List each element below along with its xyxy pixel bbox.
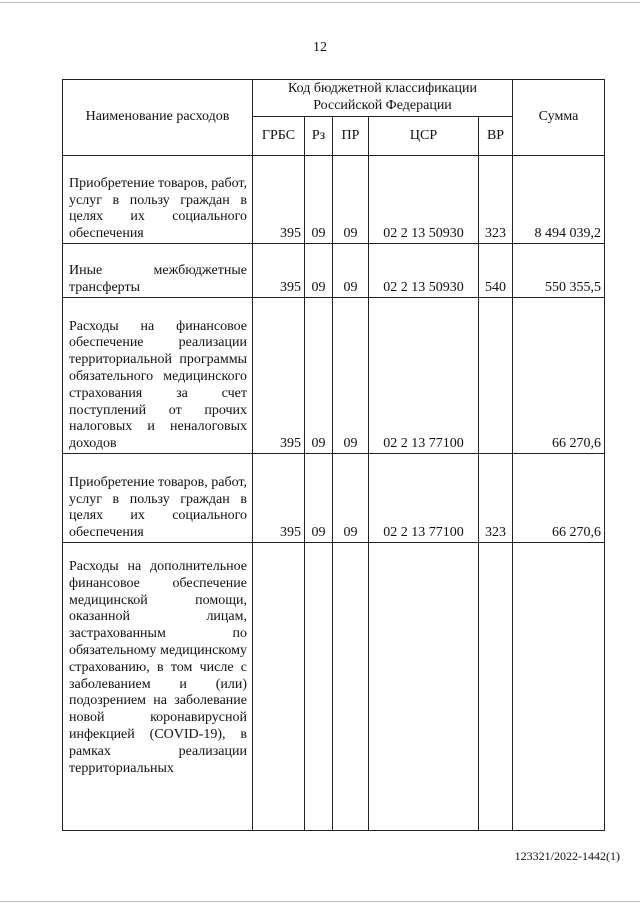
header-kbk: Код бюджетной классификации Российской Федерации <box>253 80 513 117</box>
sum-cell <box>513 543 605 831</box>
vr-cell: 323 <box>479 454 513 543</box>
table-row <box>63 454 605 543</box>
vr-cell <box>479 543 513 831</box>
pr-cell: 09 <box>333 298 369 454</box>
rz-cell <box>305 543 333 831</box>
csr-cell: 02 2 13 50930 <box>369 156 479 244</box>
rz-cell: 09 <box>305 298 333 454</box>
vr-cell <box>479 298 513 454</box>
grbs-cell: 395 <box>253 244 305 298</box>
pr-cell: 09 <box>333 156 369 244</box>
pr-cell: 09 <box>333 454 369 543</box>
budget-table <box>62 79 605 831</box>
pr-cell: 09 <box>333 244 369 298</box>
pr-cell <box>333 543 369 831</box>
table-row <box>63 543 605 831</box>
rz-cell: 09 <box>305 454 333 543</box>
header-csr: ЦСР <box>369 117 479 156</box>
rz-cell: 09 <box>305 156 333 244</box>
header-name: Наименование расходов <box>63 80 253 156</box>
scan-edge-bottom <box>0 901 640 902</box>
table-row <box>63 244 605 298</box>
sum-cell: 66 270,6 <box>513 454 605 543</box>
vr-cell: 540 <box>479 244 513 298</box>
table-row <box>63 298 605 454</box>
csr-cell: 02 2 13 77100 <box>369 298 479 454</box>
grbs-cell <box>253 543 305 831</box>
rz-cell: 09 <box>305 244 333 298</box>
expense-name: Приобретение товаров, работ, услуг в пользу граждан в целях их социального обеспечения <box>63 454 253 543</box>
sum-cell: 550 355,5 <box>513 244 605 298</box>
csr-cell: 02 2 13 77100 <box>369 454 479 543</box>
header-sum: Сумма <box>513 80 605 156</box>
sum-cell: 66 270,6 <box>513 298 605 454</box>
expense-name: Иные межбюджетные трансферты <box>63 244 253 298</box>
expense-name: Расходы на финансовое обеспечение реализации территориальной программы обязательного медицинского страхования за счет поступлений от прочих налоговых и неналоговых доходов <box>63 298 253 454</box>
sum-cell: 8 494 039,2 <box>513 156 605 244</box>
header-rz: Рз <box>305 117 333 156</box>
document-code: 123321/2022-1442(1) <box>514 849 620 863</box>
page-number: 12 <box>313 40 327 55</box>
vr-cell: 323 <box>479 156 513 244</box>
csr-cell: 02 2 13 50930 <box>369 244 479 298</box>
header-grbs: ГРБС <box>253 117 305 156</box>
table-row <box>63 156 605 244</box>
scan-edge-top <box>0 2 640 3</box>
header-row <box>63 80 605 117</box>
grbs-cell: 395 <box>253 298 305 454</box>
header-pr: ПР <box>333 117 369 156</box>
header-vr: ВР <box>479 117 513 156</box>
csr-cell <box>369 543 479 831</box>
expense-name: Расходы на дополнительное финансовое обеспечение медицинской помощи, оказанной лицам, застрахованным по обязательному медицинскому страхованию, в том числе с заболеванием и (или) подозрением на заболевание новой коронавирусной инфекцией (COVID-19), в рамках реализации территориальных <box>63 543 253 831</box>
grbs-cell: 395 <box>253 454 305 543</box>
expense-name: Приобретение товаров, работ, услуг в пользу граждан в целях их социального обеспечения <box>63 156 253 244</box>
grbs-cell: 395 <box>253 156 305 244</box>
